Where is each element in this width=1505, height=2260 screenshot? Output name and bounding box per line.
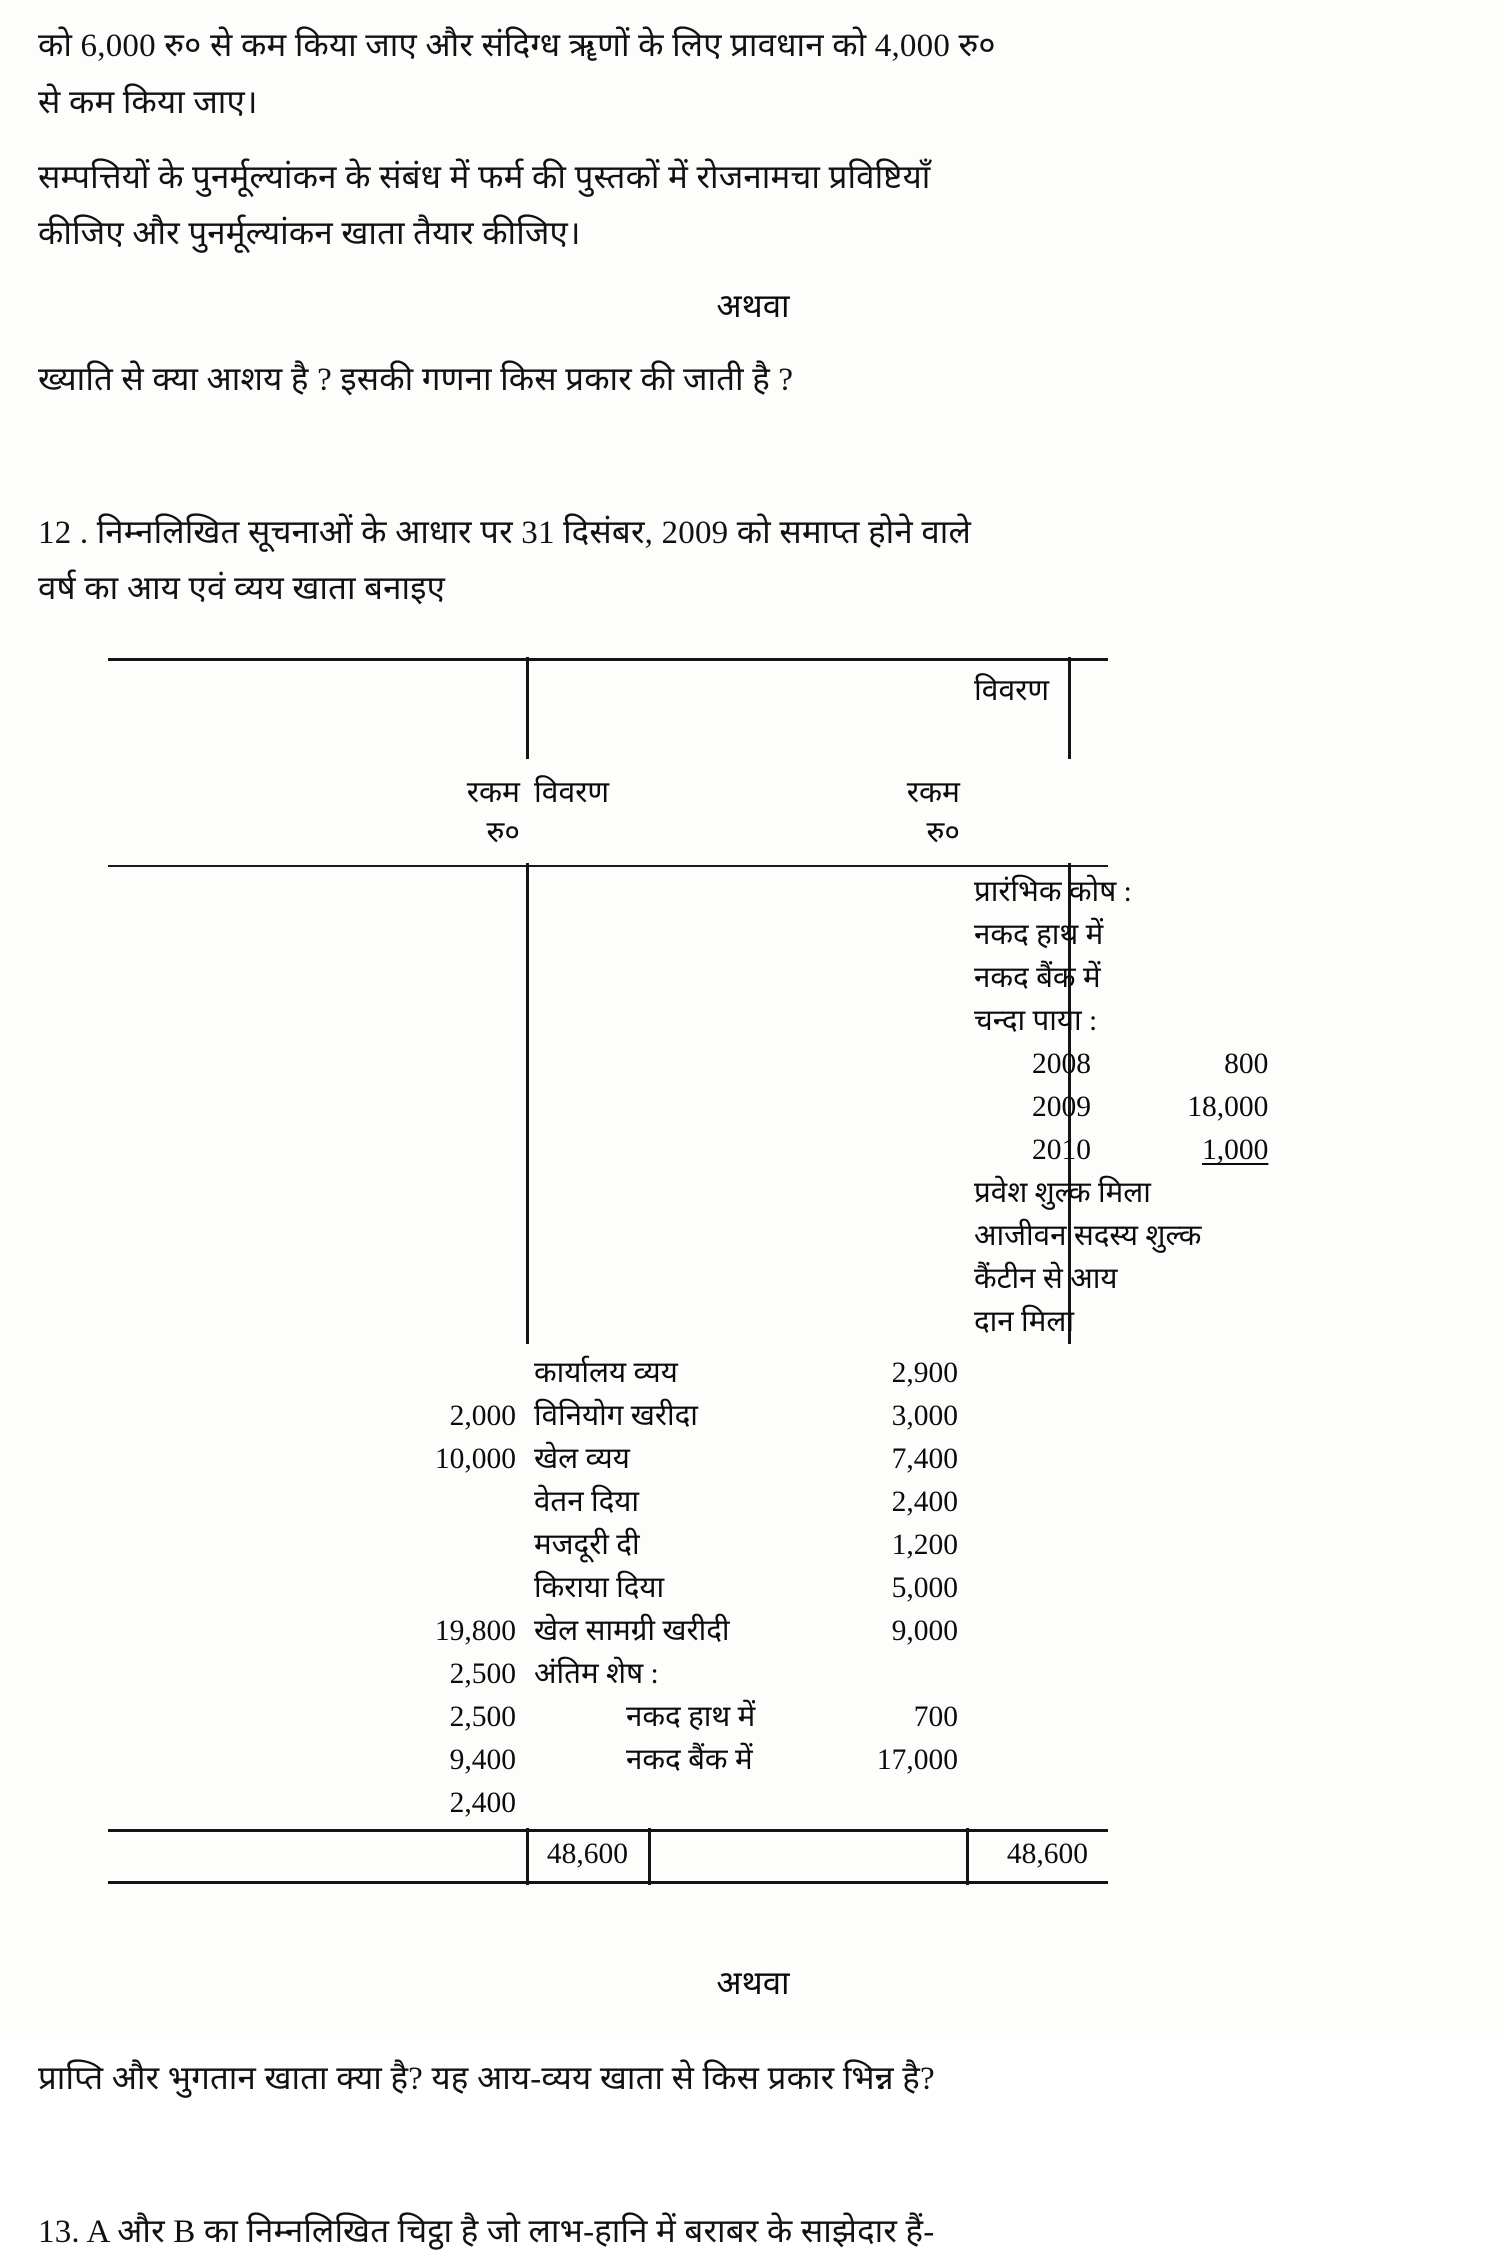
- header-amount-right: [648, 763, 968, 865]
- left-row-sub-6: 1,000: [1202, 1134, 1269, 1167]
- left-row-amount-9: 9,400: [449, 1744, 516, 1777]
- header-particulars-right: विवरण: [534, 776, 610, 810]
- instruction-paragraph: [38, 150, 1468, 264]
- left-row-amount-10: 2,400: [449, 1787, 516, 1820]
- right-row-amount-5: 5,000: [891, 1572, 958, 1605]
- right-row-amount-0: 2,900: [891, 1357, 958, 1390]
- header-amount-right-label: रकम: [906, 776, 960, 810]
- left-row-amount-7: 2,500: [449, 1658, 516, 1691]
- alt-question-2: प्राप्ति और भुगतान खाता क्या है? यह आय-व्यय खाता से किस प्रकार भिन्न है?: [38, 2060, 935, 2097]
- header-amount-left-unit: रु०: [486, 815, 520, 849]
- or-label-1: अथवा: [716, 289, 790, 325]
- left-row-amount-4: [114, 1524, 516, 1567]
- left-row-amount-8: 2,500: [449, 1701, 516, 1734]
- or-label-2: अथवा: [716, 1966, 790, 2003]
- left-row-amount-1: 2,000: [449, 1400, 516, 1433]
- totals-left-amount-cell: [528, 1832, 648, 1881]
- totals-left-amount: 48,600: [546, 1838, 628, 1871]
- table-body: [108, 867, 1269, 1829]
- table-totals-row: [108, 1829, 1108, 1881]
- right-row-amount-1: 3,000: [891, 1400, 958, 1433]
- left-row-label-8: आजीवन सदस्य शुल्क: [974, 1220, 1202, 1253]
- right-row-amount-8: 700: [913, 1701, 958, 1734]
- left-row-amount-3: [114, 1481, 516, 1524]
- right-row-amount-6: 9,000: [891, 1615, 958, 1648]
- totals-column-divider-2: [648, 1828, 651, 1885]
- totals-right-amount: 48,600: [1006, 1838, 1088, 1871]
- left-row-label-10: दान मिला: [974, 1306, 1074, 1339]
- column-divider-1: [526, 657, 529, 759]
- body-column-divider-1: [526, 863, 529, 1344]
- question-12-line-2: वर्ष का आय एवं व्यय खाता बनाइए: [38, 571, 446, 608]
- intro-paragraph-line-1: को 6,000 रु० से कम किया जाए और संदिग्ध ॠणों के लिए प्रावधान को 4,000 रु०: [38, 28, 996, 64]
- question-12-line-1: 12 . निम्नलिखित सूचनाओं के आधार पर 31 दिसंबर, 2009 को समाप्त होने वाले: [38, 514, 972, 551]
- page-content: [38, 0, 1468, 2260]
- right-row-label-7: अंतिम शेष :: [534, 1658, 659, 1691]
- left-row-sub-5: 18,000: [1187, 1091, 1269, 1124]
- totals-left-blank: [108, 1832, 528, 1881]
- left-particulars-column: [968, 867, 1269, 1348]
- left-row-label-9: कैंटीन से आय: [974, 1263, 1118, 1296]
- right-row-amount-3: 2,400: [891, 1486, 958, 1519]
- header-amount-right-unit: रु०: [926, 815, 960, 849]
- left-row-amount-5: [114, 1567, 516, 1610]
- intro-paragraph-line-2: से कम किया जाए।: [38, 84, 258, 121]
- header-amount-left: [108, 763, 528, 865]
- left-row-label-5: 2009: [1032, 1091, 1091, 1124]
- left-row-amount-0: [114, 1352, 516, 1395]
- right-amount-spacer: [654, 1782, 958, 1825]
- right-row-label-0: कार्यालय व्यय: [534, 1357, 678, 1390]
- right-row-spacer: [534, 1782, 640, 1825]
- table-header-row: [108, 661, 1108, 865]
- alt-question-1: ख्याति से क्या आशय है ? इसकी गणना किस प्रकार की जाती है ?: [38, 361, 794, 398]
- header-particulars-left: विवरण: [974, 674, 1050, 708]
- left-row-6: [974, 1129, 1269, 1172]
- question-12: [38, 505, 1468, 619]
- question-13: 13. A और B का निम्नलिखित चिट्ठा है जो लाभ-हानि में बराबर के साझेदार हैं-: [38, 2213, 935, 2250]
- left-row-amount-2: 10,000: [434, 1443, 516, 1476]
- totals-column-divider-1: [526, 1828, 529, 1885]
- right-amount-column: [648, 1348, 968, 1829]
- left-row-label-1: नकद हाथ में: [974, 919, 1104, 952]
- right-row-amount-9: 17,000: [876, 1744, 958, 1777]
- right-row-label-4: मजदूरी दी: [534, 1529, 640, 1562]
- left-amount-column: [108, 1348, 528, 1829]
- left-row-label-3: चन्दा पाया :: [974, 1005, 1098, 1038]
- right-row-label-3: वेतन दिया: [534, 1486, 640, 1519]
- left-row-label-2: नकद बैंक में: [974, 962, 1101, 995]
- intro-paragraph: [38, 18, 1468, 132]
- right-particulars-column: [528, 1348, 756, 1829]
- right-row-amount-2: 7,400: [891, 1443, 958, 1476]
- right-row-label-2: खेल व्यय: [534, 1443, 630, 1476]
- totals-column-divider-3: [966, 1828, 969, 1885]
- right-row-label-8: नकद हाथ में: [626, 1701, 756, 1734]
- left-row-label-7: प्रवेश शुल्क मिला: [974, 1177, 1151, 1210]
- left-row-amount-6: 19,800: [434, 1615, 516, 1648]
- left-row-sub-4: 800: [1224, 1048, 1269, 1081]
- right-row-label-6: खेल सामग्री खरीदी: [534, 1615, 730, 1648]
- right-row-label-1: विनियोग खरीदा: [534, 1400, 698, 1433]
- totals-right-blank: [648, 1832, 968, 1881]
- left-row-label-6: 2010: [1032, 1134, 1091, 1167]
- instruction-paragraph-line-2: कीजिए और पुनर्मूल्यांकन खाता तैयार कीजिए।: [38, 216, 581, 253]
- left-row-label-4: 2008: [1032, 1048, 1091, 1081]
- right-row-amount-4: 1,200: [891, 1529, 958, 1562]
- right-row-label-9: नकद बैंक में: [626, 1744, 753, 1777]
- right-row-label-5: किराया दिया: [534, 1572, 665, 1605]
- right-row-amount-7: [654, 1653, 958, 1696]
- left-row-label-0: प्रारंभिक कोष :: [974, 876, 1132, 909]
- left-row-4: [974, 1043, 1269, 1086]
- left-row-5: [974, 1086, 1269, 1129]
- income-expenditure-table: [108, 658, 1269, 1884]
- instruction-paragraph-line-1: सम्पत्तियों के पुनर्मूल्यांकन के संबंध में फर्म की पुस्तकों में रोजनामचा प्रविष्टियाँ: [38, 159, 931, 196]
- header-amount-left-label: रकम: [466, 776, 520, 810]
- totals-right-amount-cell: [968, 1832, 1108, 1881]
